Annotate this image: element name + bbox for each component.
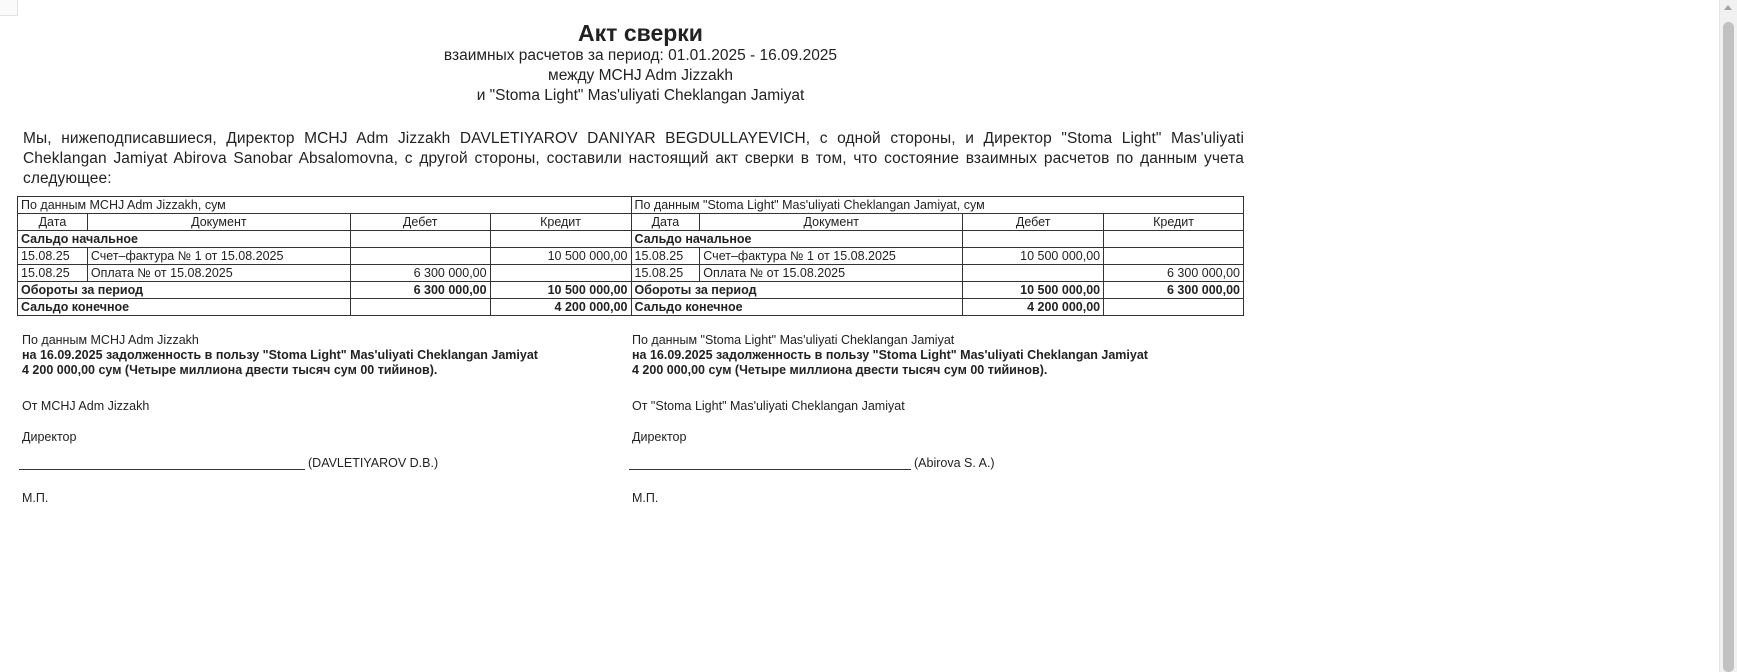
cell-document: Счет–фактура № 1 от 15.08.2025 xyxy=(700,248,963,265)
signature-line xyxy=(19,455,305,470)
debt-line: на 16.09.2025 задолженность в пользу "Stoma Light" Mas'uliyati Cheklangan Jamiyat xyxy=(632,348,1148,362)
col-credit: Кредит xyxy=(1104,214,1244,231)
signature-row xyxy=(629,455,995,470)
left-party-title: По данным MCHJ Adm Jizzakh, сум xyxy=(18,197,632,214)
period-line: взаимных расчетов за период: 01.01.2025 - 16.09.2025 xyxy=(443,47,838,64)
col-date: Дата xyxy=(631,214,700,231)
cell-debit xyxy=(963,265,1104,282)
cell-debit xyxy=(350,248,490,265)
table-header-row xyxy=(18,197,1244,214)
cell-date: 15.08.25 xyxy=(631,248,700,265)
turnover-label: Обороты за период xyxy=(18,282,351,299)
col-debit: Дебет xyxy=(963,214,1104,231)
cell-credit xyxy=(1104,248,1244,265)
signature-section xyxy=(17,316,1244,526)
amount-line: 4 200 000,00 сум (Четыре миллиона двести тысяч сум 00 тийинов). xyxy=(22,363,438,377)
cell-debit: 10 500 000,00 xyxy=(963,248,1104,265)
col-document: Документ xyxy=(87,214,350,231)
cell-debit: 6 300 000,00 xyxy=(350,282,490,299)
signature-line xyxy=(629,455,911,470)
right-party-title: По данным "Stoma Light" Mas'uliyati Cheklangan Jamiyat, сум xyxy=(631,197,1243,214)
cell-date: 15.08.25 xyxy=(631,265,700,282)
col-debit: Дебет xyxy=(350,214,490,231)
opening-label: Сальдо начальное xyxy=(18,231,351,248)
amount-line: 4 200 000,00 сум (Четыре миллиона двести тысяч сум 00 тийинов). xyxy=(632,363,1048,377)
closing-label: Сальдо конечное xyxy=(18,299,351,316)
cell-date: 15.08.25 xyxy=(18,265,88,282)
closing-label: Сальдо конечное xyxy=(631,299,963,316)
cell-debit xyxy=(350,299,490,316)
source-line: По данным MCHJ Adm Jizzakh xyxy=(22,333,199,347)
scrollbar-thumb[interactable] xyxy=(1723,22,1734,672)
cell xyxy=(963,231,1104,248)
opening-balance-row xyxy=(18,231,1244,248)
cell-credit: 4 200 000,00 xyxy=(490,299,631,316)
stamp-label: М.П. xyxy=(632,491,659,505)
reconciliation-table xyxy=(17,196,1244,316)
debt-line: на 16.09.2025 задолженность в пользу "Stoma Light" Mas'uliyati Cheklangan Jamiyat xyxy=(22,348,538,362)
cell-credit: 6 300 000,00 xyxy=(1104,265,1244,282)
cell-document: Оплата № от 15.08.2025 xyxy=(87,265,350,282)
between-line: между MCHJ Adm Jizzakh xyxy=(548,67,733,84)
stamp-label: М.П. xyxy=(22,491,49,505)
cell-debit: 10 500 000,00 xyxy=(963,282,1104,299)
col-date: Дата xyxy=(18,214,88,231)
intro-paragraph: Мы, нижеподписавшиеся, Директор MCHJ Adm Jizzakh DAVLETIYAROV DANIYAR BEGDULLAYEVICH, с одной стороны, и Директор "Stoma Light" Mas'uliyati Cheklangan Jamiyat Abirova Sanobar Absalomovna, с другой стороны, составили настоящий акт сверки в том, что состояние взаимных расчетов по данным учета следующее: xyxy=(23,130,1244,187)
cell xyxy=(350,231,490,248)
from-line: От MCHJ Adm Jizzakh xyxy=(22,399,150,413)
cell-credit: 6 300 000,00 xyxy=(1104,282,1244,299)
source-line: По данным "Stoma Light" Mas'uliyati Cheklangan Jamiyat xyxy=(632,333,955,347)
closing-balance-row xyxy=(18,299,1244,316)
position-label: Директор xyxy=(632,430,687,444)
position-label: Директор xyxy=(22,430,77,444)
reconciliation-document xyxy=(17,20,1244,526)
cell-debit: 4 200 000,00 xyxy=(963,299,1104,316)
cell xyxy=(1104,231,1244,248)
col-document: Документ xyxy=(700,214,963,231)
scroll-up-arrow-icon[interactable] xyxy=(1724,5,1732,10)
turnover-label: Обороты за период xyxy=(631,282,963,299)
signatory-name: (Abirova S. A.) xyxy=(914,456,995,470)
from-line: От "Stoma Light" Mas'uliyati Cheklangan Jamiyat xyxy=(632,399,905,413)
counterparty-line: и "Stoma Light" Mas'uliyati Cheklangan Jamiyat xyxy=(476,87,805,104)
signature-row xyxy=(19,455,438,470)
cell-credit: 10 500 000,00 xyxy=(490,248,631,265)
document-title: Акт сверки xyxy=(578,20,703,46)
turnover-row xyxy=(18,282,1244,299)
opening-label: Сальдо начальное xyxy=(631,231,963,248)
signatory-name: (DAVLETIYAROV D.B.) xyxy=(308,456,439,470)
corner-tab xyxy=(0,0,18,16)
table-row xyxy=(18,265,1244,282)
cell xyxy=(490,231,631,248)
cell-document: Оплата № от 15.08.2025 xyxy=(700,265,963,282)
cell-credit xyxy=(490,265,631,282)
col-credit: Кредит xyxy=(490,214,631,231)
table-row xyxy=(18,248,1244,265)
cell-date: 15.08.25 xyxy=(18,248,88,265)
vertical-scrollbar[interactable] xyxy=(1719,0,1737,672)
column-header-row xyxy=(18,214,1244,231)
cell-document: Счет–фактура № 1 от 15.08.2025 xyxy=(87,248,350,265)
cell-credit xyxy=(1104,299,1244,316)
cell-debit: 6 300 000,00 xyxy=(350,265,490,282)
cell-credit: 10 500 000,00 xyxy=(490,282,631,299)
